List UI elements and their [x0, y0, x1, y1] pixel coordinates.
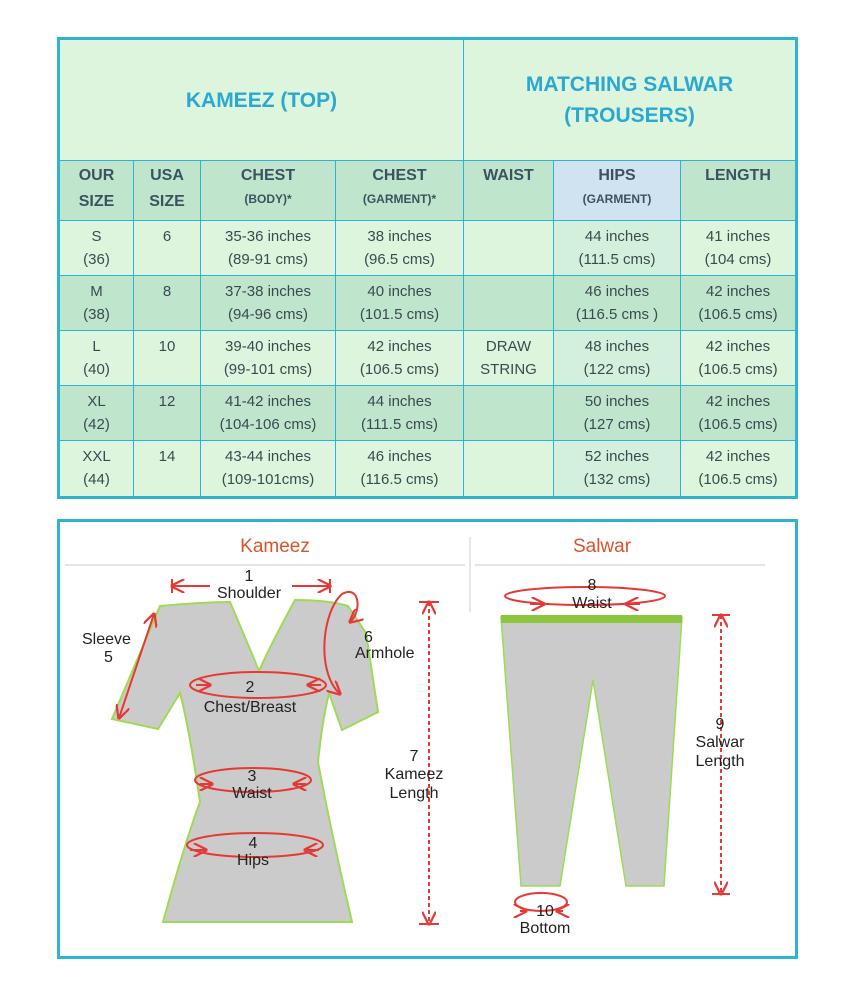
cell-value: (38)	[83, 306, 110, 323]
cell-usa-size	[134, 276, 201, 331]
cell-value: 42 inches	[705, 393, 771, 410]
header-chest-body	[201, 161, 336, 221]
cell-value: (42)	[83, 416, 110, 433]
cell-value: 42 inches	[367, 338, 432, 355]
header-waist-line1: WAIST	[483, 167, 534, 184]
cell-value: (111.5 cms)	[578, 251, 656, 268]
cell-value: 8	[162, 283, 172, 300]
cell-value: 46 inches	[584, 283, 650, 300]
cell-length	[681, 441, 795, 496]
measurement-diagram-panel	[57, 519, 798, 959]
cell-value: 42 inches	[705, 338, 771, 355]
header-waist	[464, 161, 554, 221]
cell-value: DRAW	[485, 338, 532, 355]
armhole-label: Armhole	[355, 645, 415, 662]
cell-our-size	[60, 221, 134, 276]
cell-value: 41 inches	[705, 228, 771, 245]
cell-value: 10	[158, 338, 176, 355]
cell-chest-garment	[336, 386, 464, 441]
hips-number: 4	[248, 835, 258, 852]
header-usa-size-line2: SIZE	[149, 193, 185, 210]
cell-value: (132 cms)	[583, 471, 651, 488]
cell-chest-body	[201, 221, 336, 276]
cell-length	[681, 331, 795, 386]
salwar-length-number: 9	[715, 716, 725, 733]
header-usa-size-line1: USA	[150, 167, 184, 184]
kameez-length-label-line2: Length	[389, 785, 439, 802]
cell-length	[681, 276, 795, 331]
salwar-waistband	[501, 615, 682, 623]
cell-chest-garment	[336, 331, 464, 386]
cell-value: 37-38 inches	[225, 283, 311, 300]
header-usa-size	[134, 161, 201, 221]
cell-waist	[464, 331, 554, 386]
cell-waist	[464, 221, 554, 276]
cell-value: 6	[162, 228, 172, 245]
cell-value: (116.5 cms)	[360, 471, 439, 488]
salwar-group-header	[464, 40, 795, 161]
cell-value: (106.5 cms)	[698, 361, 778, 378]
shoulder-number: 1	[244, 568, 254, 585]
cell-value: (96.5 cms)	[364, 251, 435, 268]
cell-value: 12	[158, 393, 176, 410]
cell-chest-body	[201, 331, 336, 386]
cell-value: (94-96 cms)	[227, 306, 309, 323]
cell-usa-size	[134, 331, 201, 386]
header-chest-body-line2: (BODY)*	[244, 192, 292, 206]
kameez-shape	[112, 600, 378, 922]
cell-value: 46 inches	[367, 448, 432, 465]
cell-value: 52 inches	[584, 448, 650, 465]
sleeve-number: 5	[104, 649, 113, 666]
cell-chest-garment	[336, 441, 464, 496]
measurement-diagram	[60, 522, 795, 956]
cell-value: (104 cms)	[704, 251, 772, 268]
header-length	[681, 161, 795, 221]
header-hips-line2: (GARMENT)	[582, 192, 652, 206]
cell-value: STRING	[480, 361, 537, 378]
cell-value: (109-101cms)	[221, 471, 315, 488]
salwar-bottom-number: 10	[536, 903, 554, 920]
cell-value: 14	[158, 448, 176, 465]
cell-length	[681, 221, 795, 276]
cell-value: (101.5 cms)	[359, 306, 440, 323]
salwar-length-label-line1: Salwar	[695, 734, 745, 751]
cell-value: 43-44 inches	[225, 448, 311, 465]
cell-value: M	[90, 283, 103, 300]
header-chest-garment	[336, 161, 464, 221]
cell-value: (111.5 cms)	[361, 416, 438, 433]
cell-value: (104-106 cms)	[219, 416, 317, 433]
hips-label: Hips	[236, 852, 270, 869]
cell-chest-body	[201, 386, 336, 441]
header-length-line1: LENGTH	[705, 167, 771, 184]
cell-value: (106.5 cms)	[698, 416, 778, 433]
cell-our-size	[60, 386, 134, 441]
header-our-size-line2: SIZE	[78, 193, 115, 210]
sleeve-label: Sleeve	[82, 631, 131, 648]
header-chest-body-line1: CHEST	[240, 167, 296, 184]
cell-value: (40)	[83, 361, 110, 378]
kameez-title: Kameez	[240, 536, 310, 557]
header-hips	[554, 161, 681, 221]
cell-value: 44 inches	[367, 393, 432, 410]
cell-value: XL	[87, 393, 106, 410]
header-chest-garment-line1: CHEST	[372, 167, 427, 184]
cell-value: 39-40 inches	[225, 338, 311, 355]
size-chart-table	[57, 37, 798, 499]
cell-value: (106.5 cms)	[359, 361, 440, 378]
cell-value: 35-36 inches	[225, 228, 311, 245]
cell-value: 48 inches	[584, 338, 650, 355]
salwar-waist-label: Waist	[572, 595, 612, 612]
salwar-shape	[501, 617, 682, 886]
cell-value: 44 inches	[584, 228, 650, 245]
cell-hips	[554, 221, 681, 276]
salwar-waist-number: 8	[587, 577, 597, 594]
cell-chest-garment	[336, 221, 464, 276]
cell-usa-size	[134, 221, 201, 276]
cell-value: 40 inches	[367, 283, 432, 300]
cell-value: S	[91, 228, 102, 245]
cell-value: (99-101 cms)	[223, 361, 313, 378]
cell-our-size	[60, 441, 134, 496]
cell-hips	[554, 331, 681, 386]
kameez-length-label-line1: Kameez	[384, 766, 444, 783]
waist-label: Waist	[232, 785, 272, 802]
salwar-group-title-line2: (TROUSERS)	[564, 104, 695, 127]
cell-hips	[554, 441, 681, 496]
cell-value: L	[92, 338, 101, 355]
cell-value: (44)	[83, 471, 110, 488]
waist-number: 3	[247, 768, 257, 785]
cell-usa-size	[134, 386, 201, 441]
cell-value: (116.5 cms )	[575, 306, 659, 323]
shoulder-label: Shoulder	[216, 585, 282, 602]
chest-label: Chest/Breast	[203, 699, 297, 716]
cell-value: 42 inches	[705, 283, 771, 300]
cell-value: (122 cms)	[583, 361, 651, 378]
cell-usa-size	[134, 441, 201, 496]
cell-length	[681, 386, 795, 441]
cell-chest-body	[201, 441, 336, 496]
armhole-number: 6	[364, 629, 373, 646]
header-our-size	[60, 161, 134, 221]
chest-number: 2	[245, 679, 255, 696]
salwar-bottom-label: Bottom	[519, 920, 571, 937]
cell-waist	[464, 386, 554, 441]
cell-chest-garment	[336, 276, 464, 331]
cell-value: 50 inches	[584, 393, 650, 410]
salwar-title: Salwar	[572, 536, 632, 557]
header-chest-garment-line2: (GARMENT)*	[362, 192, 437, 206]
kameez-group-title: KAMEEZ (TOP)	[185, 88, 338, 112]
cell-waist	[464, 441, 554, 496]
cell-hips	[554, 386, 681, 441]
salwar-group-title-line1: MATCHING SALWAR	[525, 73, 734, 96]
kameez-group-header	[60, 40, 464, 161]
cell-value: (106.5 cms)	[698, 306, 778, 323]
cell-value: 41-42 inches	[225, 393, 311, 410]
cell-value: (127 cms)	[583, 416, 651, 433]
cell-value: (89-91 cms)	[227, 251, 309, 268]
cell-value: 42 inches	[705, 448, 771, 465]
cell-our-size	[60, 331, 134, 386]
cell-waist	[464, 276, 554, 331]
cell-chest-body	[201, 276, 336, 331]
cell-value: 38 inches	[367, 228, 432, 245]
header-our-size-line1: OUR	[78, 167, 115, 184]
kameez-length-number: 7	[409, 748, 419, 765]
cell-our-size	[60, 276, 134, 331]
cell-value: (36)	[83, 251, 110, 268]
cell-hips	[554, 276, 681, 331]
header-hips-line1: HIPS	[598, 167, 636, 184]
cell-value: (106.5 cms)	[698, 471, 778, 488]
cell-value: XXL	[82, 448, 111, 465]
salwar-length-label-line2: Length	[695, 753, 745, 770]
